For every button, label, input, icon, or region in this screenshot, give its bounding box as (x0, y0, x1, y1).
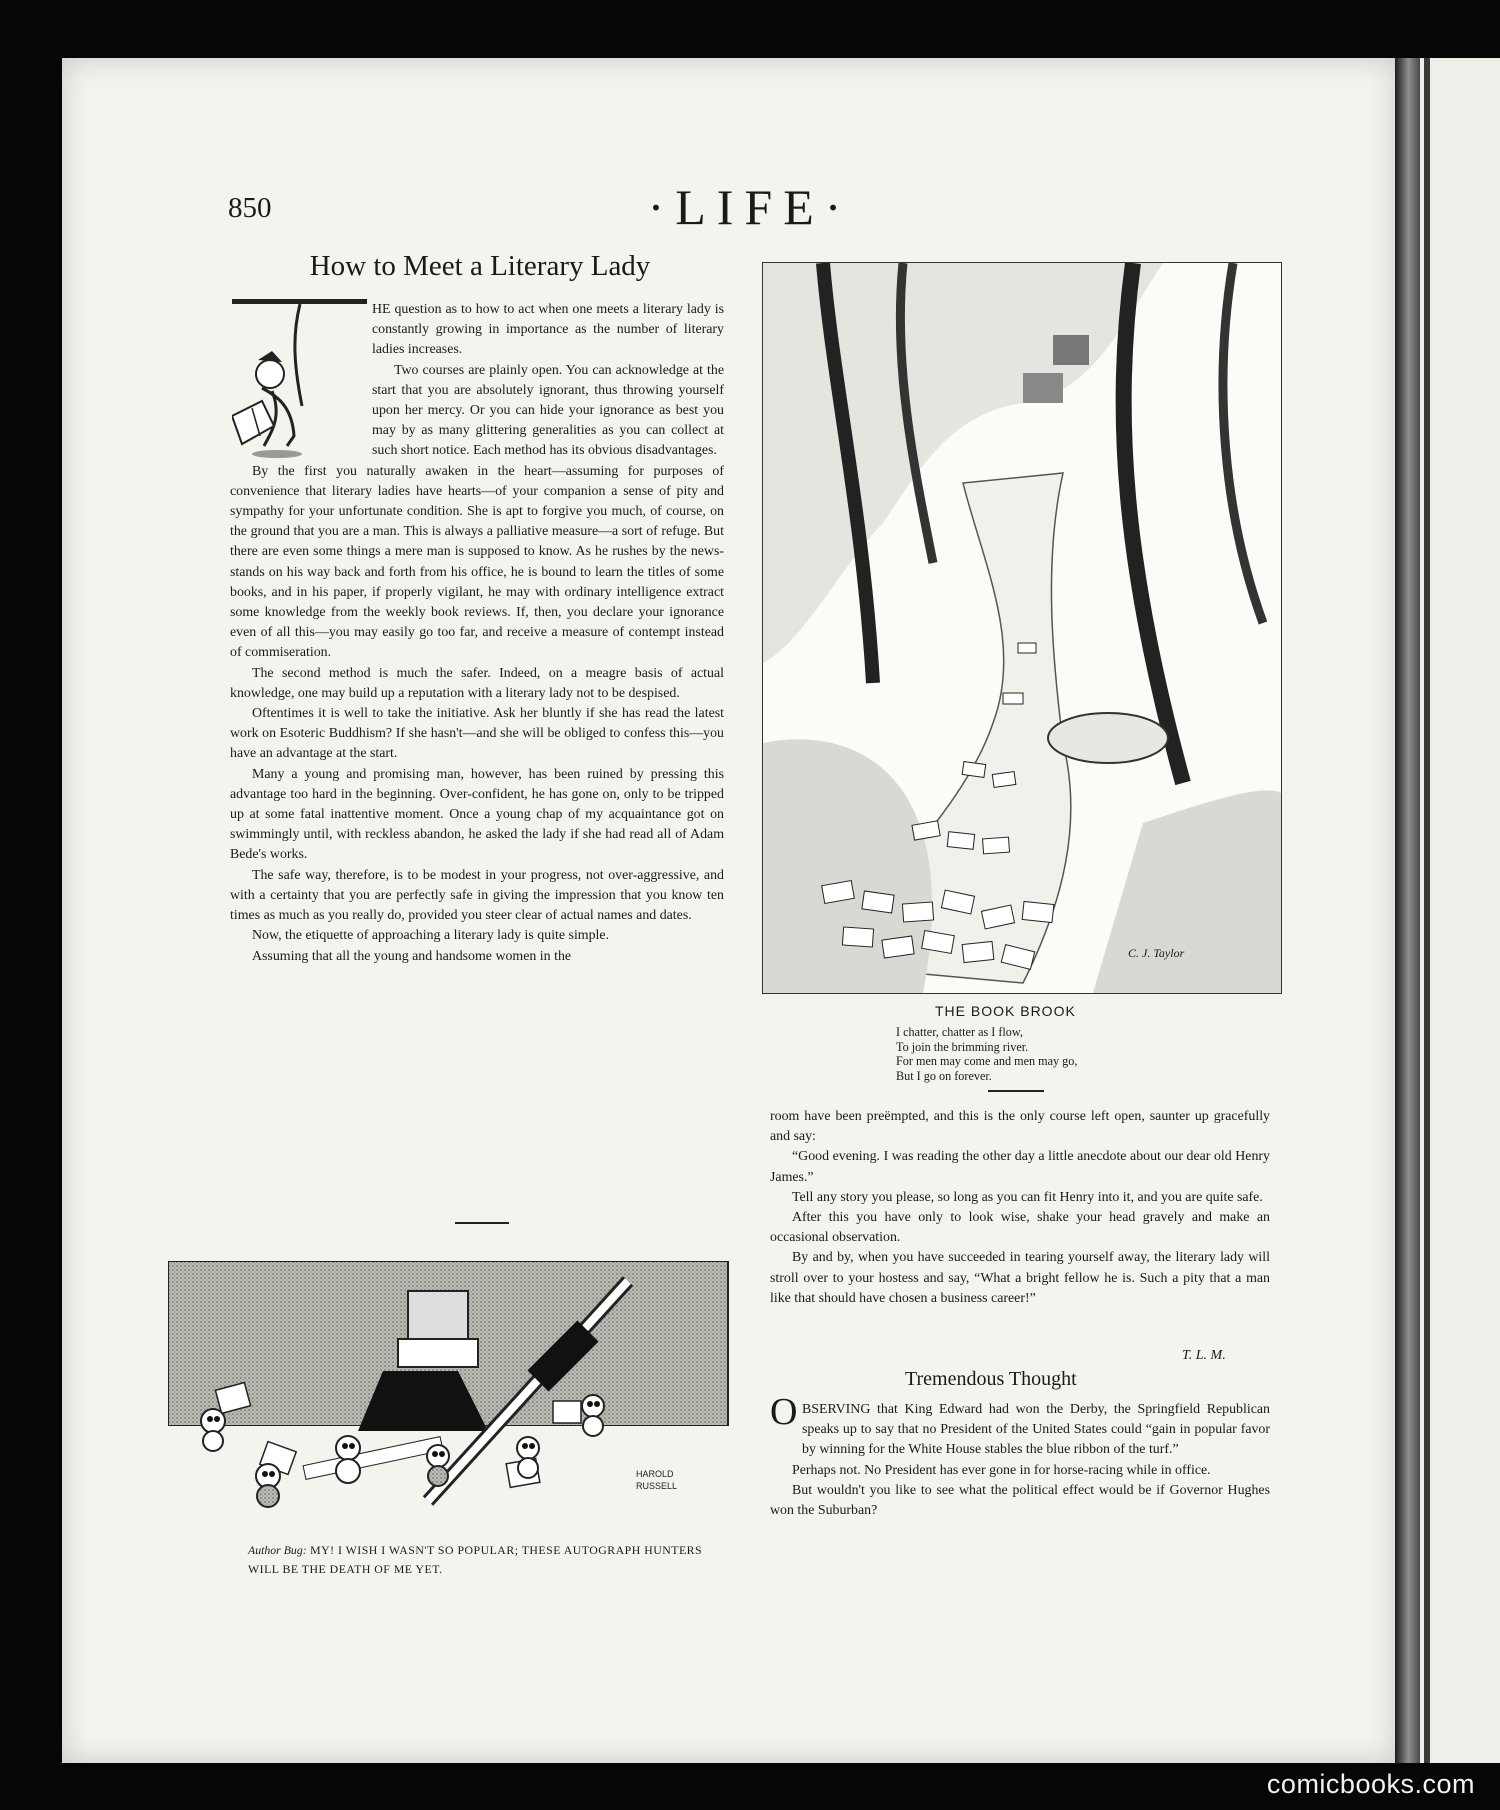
article-column-left (230, 300, 724, 967)
watermark: comicbooks.com (1266, 1769, 1475, 1799)
artist-signature: RUSSELL (636, 1481, 678, 1491)
verse-line: I chatter, chatter as I flow, (896, 1025, 1023, 1039)
author-initials: T. L. M. (1182, 1348, 1226, 1363)
paragraph: By the first you naturally awaken in the heart—assuming for purposes of convenience that literary ladies have hearts—of your companion a sense of pity and sympathy for your unfortunate condition. She is apt to forgive you much, of course, on the ground that you are a man. This is always a palliative measure—a sort of refuge. But there are even some things a mere man is supposed to know. As he rushes by the news-stands on his way back and forth from his office, he is bound to learn the titles of some books, and in his paper, if properly vigilant, he may with ordinary intelligence extract some knowledge from the weekly book reviews. If, then, you declare your ignorance even of all this—you may easily go too far, and receive a measure of contempt instead of commiseration. (230, 463, 724, 661)
author-bug-cartoon (168, 1261, 730, 1533)
paragraph: Oftentimes it is well to take the initiative. Ask her bluntly if she has read the latest work on Esoteric Buddhism? If she hasn't—and she will be obliged to confess this—you have an advantage at the start. (230, 706, 724, 762)
article2-body (770, 1400, 1270, 1521)
verse-line: For men may come and men may go, (896, 1054, 1078, 1068)
cartoon-caption (248, 1541, 728, 1579)
section-rule (455, 1222, 509, 1224)
verse-line: But I go on forever. (896, 1068, 992, 1083)
article-column-right (770, 1107, 1270, 1309)
masthead: ·LIFE· (647, 179, 853, 235)
paragraph: The second method is much the safer. Indeed, on a meagre basis of actual knowledge, one may build up a reputation with a literary lady not to be despised. (230, 665, 724, 701)
cartoon-drawing (763, 263, 1281, 993)
paragraph: After this you have only to look wise, shake your head gravely and make an occasional observation. (770, 1210, 1270, 1246)
paragraph: HE question as to how to act when one meets a literary lady is constantly growing in importance as the number of literary ladies increases. (372, 302, 724, 358)
paragraph: Perhaps not. No President has ever gone in for horse-racing while in office. (792, 1462, 1211, 1478)
paragraph: BSERVING that King Edward had won the Derby, the Springfield Republican speaks up to say that no President of the United States could “gain in popular favor by winning for the White House stables the blue ribbon of the turf.” (802, 1402, 1270, 1458)
caption-speaker: Author Bug: (248, 1543, 307, 1557)
caption-text: MY! I WISH I WASN'T SO POPULAR; THESE AUTOGRAPH HUNTERS WILL BE THE DEATH OF ME YET. (248, 1543, 703, 1576)
paragraph: “Good evening. I was reading the other day a little anecdote about our dear old Henry James.” (770, 1149, 1270, 1185)
paragraph: Two courses are plainly open. You can acknowledge at the start that you are absolutely ignorant, thus throwing yourself upon her mercy. Or you can hide your ignorance as best you may by as many glittering generalities as you can collect at such short notice. Each method has its obvious disadvantages. (372, 362, 724, 459)
next-page-edge (1420, 58, 1500, 1763)
paragraph: The safe way, therefore, is to be modest in your progress, not over-aggressive, and with a certainty that you are perfectly safe in giving the impression that you know ten times as much as you really do, provided you steer clear of actual names and dates. (230, 867, 724, 924)
page-number: 850 (228, 192, 272, 224)
cartoon-verse (896, 1025, 1077, 1083)
cartoon-drawing (168, 1261, 730, 1533)
paragraph: By and by, when you have succeeded in tearing yourself away, the literary lady will stroll over to your hostess and say, “What a bright fellow he is. Such a pity that a man like that should have chosen a business career!” (770, 1250, 1270, 1306)
book-brook-cartoon (762, 262, 1282, 994)
paragraph: Assuming that all the young and handsome women in the (252, 948, 572, 964)
paragraph: But wouldn't you like to see what the political effect would be if Governor Hughes won the Suburban? (770, 1482, 1270, 1519)
section-rule (988, 1090, 1044, 1092)
artist-signature: C. J. Taylor (1128, 946, 1185, 960)
paragraph: Now, the etiquette of approaching a literary lady is quite simple. (252, 928, 610, 944)
article-title-2: Tremendous Thought (905, 1368, 1077, 1390)
verse-line: To join the brimming river. (896, 1039, 1029, 1054)
artist-signature: HAROLD (636, 1469, 674, 1479)
cartoon-caption: THE BOOK BROOK (935, 1003, 1076, 1019)
paragraph: room have been preëmpted, and this is the only course left open, saunter up gracefully and say: (770, 1109, 1270, 1145)
paragraph: Tell any story you please, so long as you can fit Henry into it, and you are quite safe. (792, 1189, 1263, 1205)
dropcap-letter: O (770, 1391, 798, 1433)
article-title: How to Meet a Literary Lady (309, 250, 651, 282)
paragraph: Many a young and promising man, however, has been ruined by pressing this advantage too hard in the beginning. Over-confident, he has gone on, only to be tripped up at some fatal inattentive moment. Once a young chap of my acquaintance got on swimmingly until, with reckless abandon, he asked the lady if she had read all of Adam Bede's works. (230, 766, 724, 863)
